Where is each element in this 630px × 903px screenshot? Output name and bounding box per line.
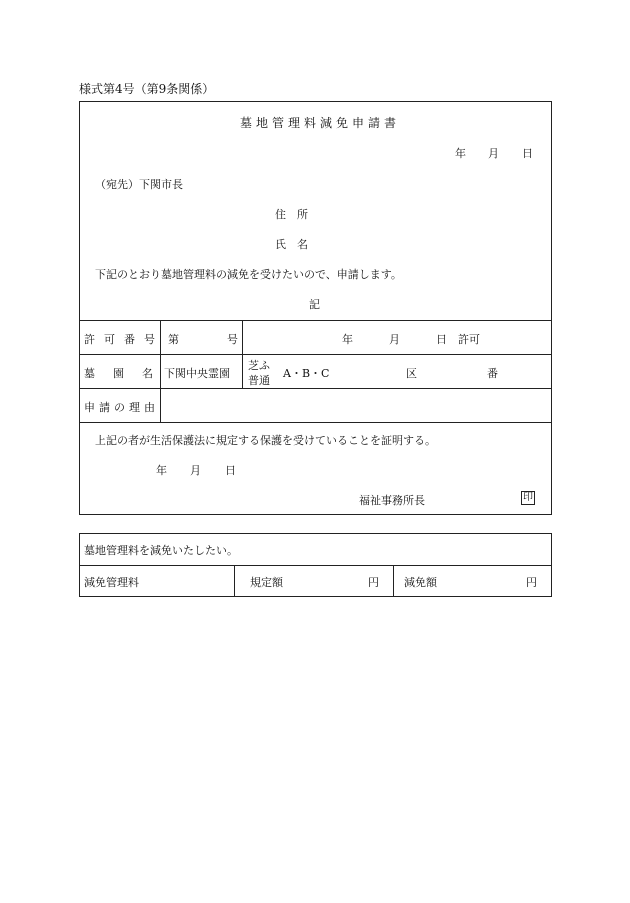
ban-label: 番 [487,367,498,380]
reduction-yen: 円 [526,576,537,589]
form-number: 様式第4号（第9条関係） [79,82,215,96]
date-month: 月 [488,147,499,160]
date-day: 日 [522,147,533,160]
office-use-divider-2 [393,565,394,597]
table-top-rule [79,320,552,321]
addressee: （宛先）下関市長 [95,178,183,191]
type-futsu: 普通 [248,374,270,387]
permit-go: 号 [227,333,238,346]
office-use-divider-1 [234,565,235,597]
office-use-statement: 墓地管理料を減免いたしたい。 [84,544,238,557]
permit-day: 日 [436,333,447,346]
table-row-rule-1 [79,354,552,355]
cemetery-label: 墓園名 [84,367,171,380]
office-use-rule [79,565,552,566]
cert-year: 年 [156,464,167,477]
address-label: 住 所 [275,208,308,221]
standard-yen: 円 [368,576,379,589]
welfare-office-head: 福祉事務所長 [359,494,425,507]
certification-text: 上記の者が生活保護法に規定する保護を受けていることを証明する。 [95,434,436,447]
seal-mark: 印 [523,492,533,503]
permit-month: 月 [389,333,400,346]
reduced-fee-label: 減免管理料 [84,576,139,589]
table-value-divider [242,320,243,388]
cert-day: 日 [225,464,236,477]
reason-label: 申請の理由 [84,401,159,414]
permit-number-label: 許可番号 [84,333,164,346]
type-shiba: 芝ふ [248,359,270,372]
ki-mark: 記 [309,298,320,311]
ku-label: 区 [406,367,417,380]
permit-year: 年 [342,333,353,346]
cert-month: 月 [190,464,201,477]
table-bottom-rule [79,422,552,423]
permit-suffix: 許可 [458,333,480,346]
name-label: 氏 名 [275,238,308,251]
cemetery-value: 下関中央霊園 [164,367,230,380]
standard-amount-label: 規定額 [250,576,283,589]
table-row-rule-2 [79,388,552,389]
section-options: A・B・C [283,367,330,380]
form-title: 墓地管理料減免申請書 [240,116,401,130]
reduction-amount-label: 減免額 [404,576,437,589]
permit-dai: 第 [168,333,179,346]
date-year: 年 [455,147,466,160]
application-statement: 下記のとおり墓地管理料の減免を受けたいので、申請します。 [95,268,402,281]
